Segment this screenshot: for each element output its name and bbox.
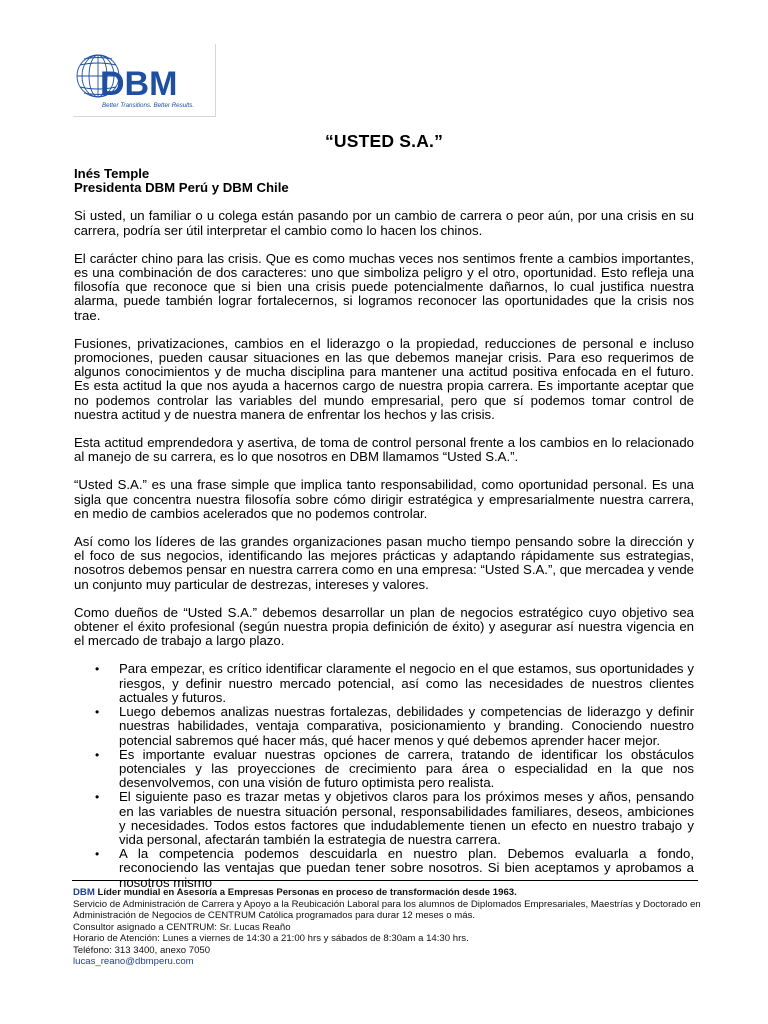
footer-divider: [72, 880, 698, 881]
logo-wordmark: DBM: [100, 65, 178, 103]
paragraph: Fusiones, privatizaciones, cambios en el liderazgo o la propiedad, reducciones de personal e incluso promociones, pueden causar situaciones en las que debemos manejar crisis. Para eso requerimos de algunos conocimientos y de mucha disciplina para mantener una actitud positiva enfocada en el futuro. Es esta actitud la que nos ayuda a hacernos cargo de nuestra propia carrera. Es importante aceptar que no podemos controlar las variables del mundo empresarial, pero que sí podemos tomar control de nuestra actitud y de nuestra manera de enfrentar los hechos y las crisis.: [74, 335, 694, 422]
page-footer: [73, 887, 703, 968]
list-item: [95, 846, 694, 890]
footer-brand: DBM: [73, 887, 95, 898]
footer-email-link[interactable]: lucas_reano@dbmperu.com: [73, 956, 194, 967]
footer-tagline-line: [73, 887, 703, 899]
footer-tagline: Líder mundial en Asesoría a Empresas Personas en proceso de transformación desde 1963.: [94, 887, 517, 898]
list-item-text: Luego debemos analizas nuestras fortalezas, debilidades y competencias de liderazgo y definir nuestras habilidades, ventaja comparativa, posicionamiento y branding. Conociendo nuestro potencial sabremos qué hacer más, qué hacer menos y qué debemos aprender hacer mejor.: [119, 704, 694, 748]
list-item-text: El siguiente paso es trazar metas y objetivos claros para los próximos meses y años, pensando en las variables de nuestra situación personal, responsabilidades familiares, deseos, ambiciones y necesidades. Todos estos factores que indudablemente tienen un efecto en nuestro trabajo y vida personal, afectarán también la estrategia de nuestra carrera.: [119, 789, 694, 847]
bullet-icon: •: [95, 662, 100, 677]
bullet-list: [74, 662, 694, 889]
footer-phone: Teléfono: 313 3400, anexo 7050: [73, 944, 211, 956]
paragraph: Si usted, un familiar o u colega están pasando por un cambio de carrera o peor aún, por una crisis en su carrera, podría ser útil interpretar el cambio como lo hacen los chinos.: [74, 208, 694, 238]
footer-service: Servicio de Administración de Carrera y Apoyo a la Reubicación Laboral para los alumnos de Diplomados Empresariales, Maestrías y Doctorado en Administración de Negocios de CENTRUM Católica programados para durar 12 meses o más.: [73, 898, 701, 921]
document-body: [74, 167, 694, 890]
author-block: [74, 167, 694, 195]
bullet-icon: •: [95, 847, 100, 862]
footer-hours: Horario de Atención: Lunes a viernes de 14:30 a 21:00 hrs y sábados de 8:30am a 14:30 hrs.: [73, 933, 469, 944]
author-role: Presidenta DBM Perú y DBM Chile: [74, 180, 289, 196]
dbm-logo: [73, 44, 216, 117]
list-item: [95, 661, 694, 705]
document-title: “USTED S.A.”: [324, 131, 444, 151]
paragraph: Así como los líderes de las grandes organizaciones pasan mucho tiempo pensando sobre la dirección y el foco de sus negocios, identificando las mejores prácticas y adaptando rápidamente sus estrategias, nosotros debemos pensar en nuestra carrera como en una empresa: “Usted S.A.”, que mercadea y vende un conjunto muy particular de destrezas, intereses y valores.: [74, 534, 694, 592]
footer-consultant: Consultor asignado a CENTRUM: Sr. Lucas Reaño: [73, 921, 291, 933]
bullet-icon: •: [95, 790, 100, 805]
dbm-globe-logo-icon: [73, 44, 215, 116]
paragraph: Esta actitud emprendedora y asertiva, de toma de control personal frente a los cambios en lo relacionado al manejo de su carrera, es lo que nosotros en DBM llamamos “Usted S.A.”.: [74, 435, 694, 465]
paragraph: El carácter chino para las crisis. Que es como muchas veces nos sentimos frente a cambios importantes, es una combinación de dos caracteres: uno que simboliza peligro y el otro, oportunidad. Esto refleja una filosofía que reconoce que si bien una crisis puede potencialmente dañarnos, lo cual justifica nuestra alarma, puede también lograr fortalecernos, si logramos reconocer las oportunidades que la crisis nos trae.: [74, 250, 694, 323]
logo-tagline: Better Transitions. Better Results.: [102, 102, 195, 109]
list-item-text: Para empezar, es crítico identificar claramente el negocio en el que estamos, sus oportunidades y riesgos, y definir nuestro mercado potencial, así como las necesidades de nuestros clientes actuales y futuros.: [119, 661, 694, 705]
list-item: [95, 746, 694, 791]
list-item-text: Es importante evaluar nuestras opciones de carrera, tratando de identificar los obstáculos potenciales y las proyecciones de crecimiento para área o especialidad en la que nos desenvolvemos, con una visión de futuro optimista pero realista.: [119, 746, 694, 791]
bullet-icon: •: [95, 705, 100, 720]
list-item: [95, 704, 694, 748]
bullet-icon: •: [95, 747, 100, 762]
author-name: Inés Temple: [74, 166, 150, 181]
list-item: [95, 789, 694, 847]
paragraph: “Usted S.A.” es una frase simple que implica tanto responsabilidad, como oportunidad personal. Es una sigla que concentra nuestra filosofía sobre cómo dirigir estratégica y empresarialmente nuestra carrera, en medio de cambios acelerados que no podemos controlar.: [74, 477, 694, 521]
list-item-text: A la competencia podemos descuidarla en nuestro plan. Debemos evaluarla a fondo, reconociendo las ventajas que puedan tener sobre nosotros. Si bien aceptamos y aprobamos a nosotros mismo: [119, 846, 694, 890]
paragraph: Como dueños de “Usted S.A.” debemos desarrollar un plan de negocios estratégico cuyo objetivo sea obtener el éxito profesional (según nuestra propia definición de éxito) y asegurar así nuestra vigencia en el mercado de trabajo a largo plazo.: [74, 604, 694, 649]
